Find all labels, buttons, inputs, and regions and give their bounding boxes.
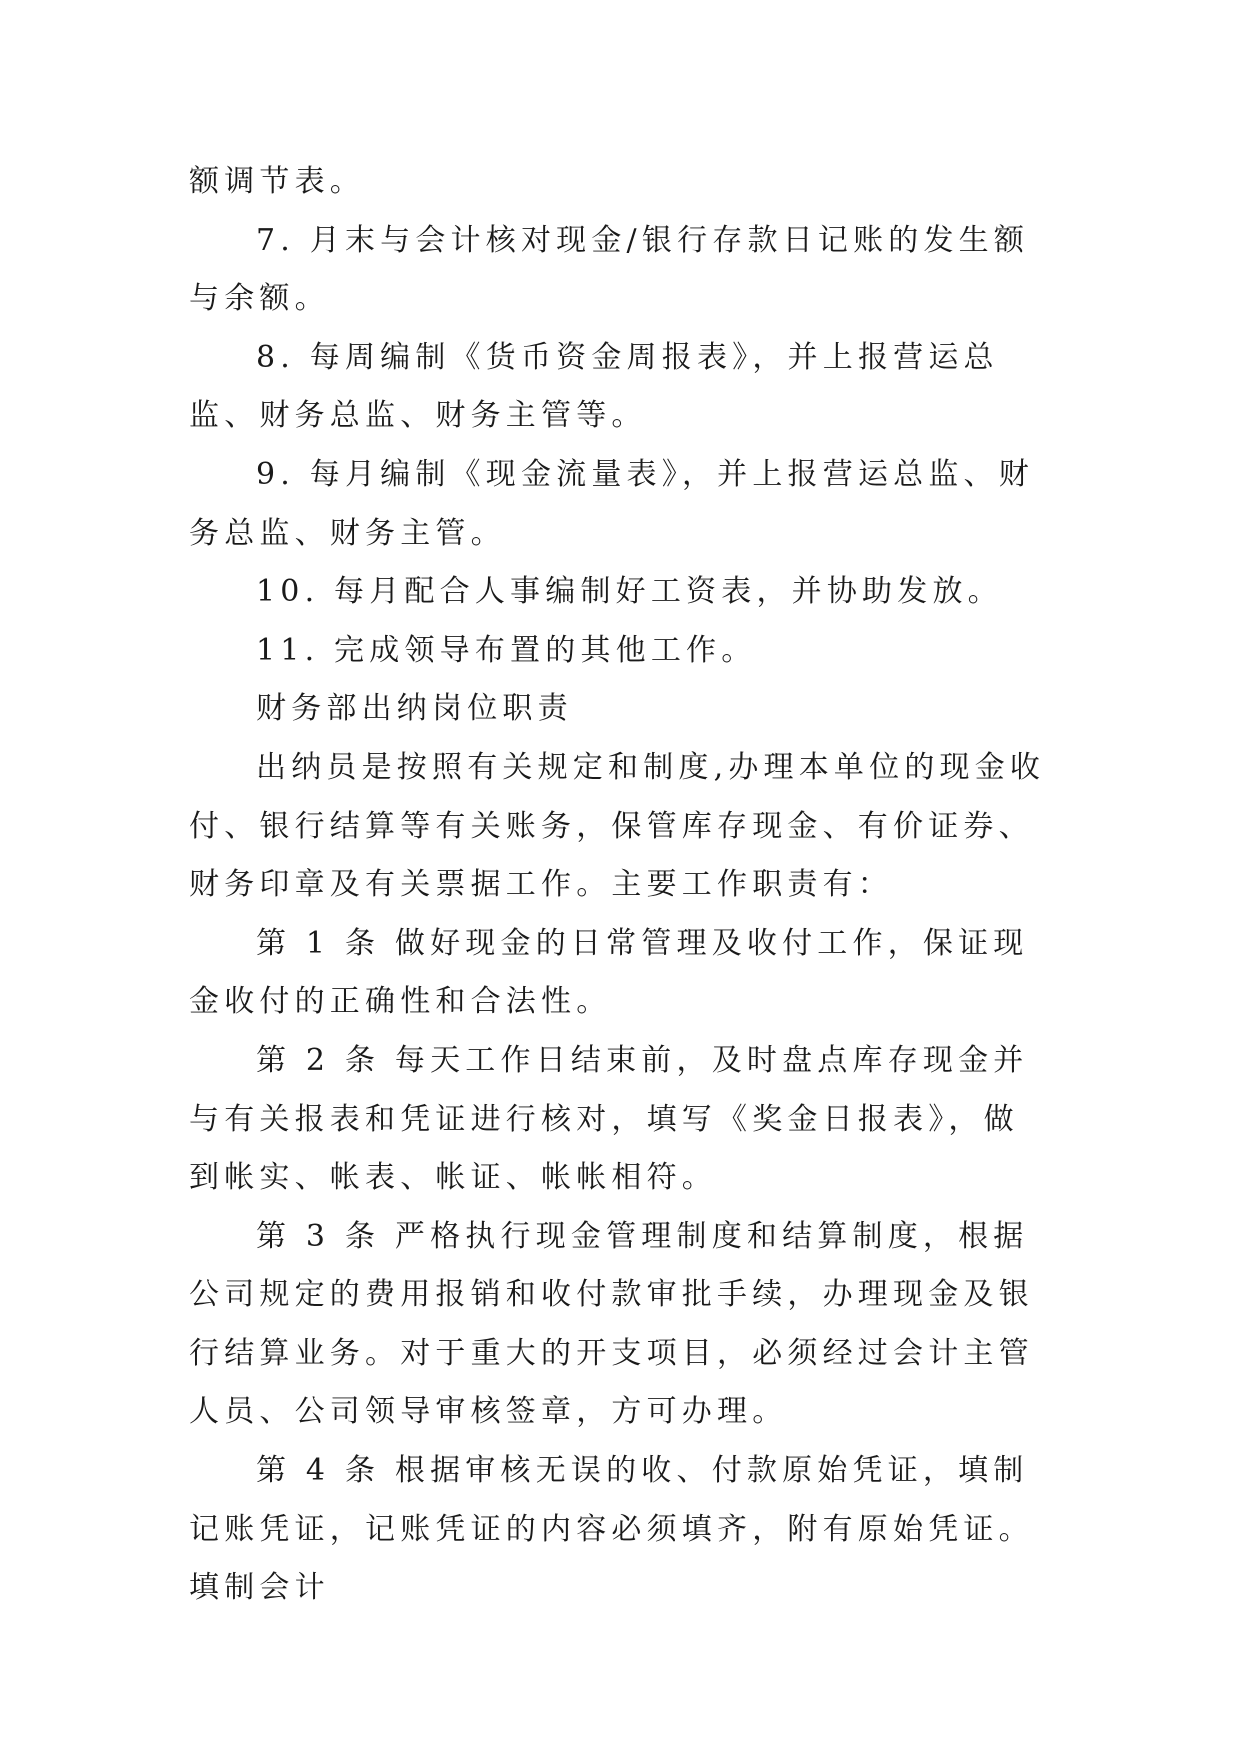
article-1: 第 1 条 做好现金的日常管理及收付工作，保证现金收付的正确性和合法性。 [189, 925, 1029, 1020]
article-2: 第 2 条 每天工作日结束前，及时盘点库存现金并与有关报表和凭证进行核对，填写《奖金日报表》，做到帐实、帐表、帐证、帐帐相符。 [189, 1042, 1029, 1196]
paragraph-item-7: 7. 月末与会计核对现金/银行存款日记账的发生额与余额。 [189, 222, 1030, 317]
section-heading: 财务部出纳岗位职责 [256, 691, 573, 727]
paragraph-item-9: 9. 每月编制《现金流量表》，并上报营运总监、财务总监、财务主管。 [189, 456, 1034, 551]
article-3: 第 3 条 严格执行现金管理制度和结算制度，根据公司规定的费用报销和收付款审批手续，办理现金及银行结算业务。对于重大的开支项目，必须经过会计主管人员、公司领导审核签章，方可办理。 [189, 1218, 1034, 1430]
paragraph-item-8: 8. 每周编制《货币资金周报表》，并上报营运总监、财务总监、财务主管等。 [189, 339, 999, 434]
paragraph-item-10: 10. 每月配合人事编制好工资表，并协助发放。 [256, 574, 1003, 610]
document-body [189, 153, 1051, 1618]
paragraph-item-11: 11. 完成领导布置的其他工作。 [256, 632, 757, 668]
paragraph-continuation: 额调节表。 [189, 164, 365, 199]
article-4: 第 4 条 根据审核无误的收、付款原始凭证，填制记账凭证，记账凭证的内容必须填齐，附有原始凭证。填制会计 [189, 1453, 1034, 1606]
paragraph-intro: 出纳员是按照有关规定和制度,办理本单位的现金收付、银行结算等有关账务，保管库存现金、有价证券、财务印章及有关票据工作。主要工作职责有： [189, 749, 1046, 903]
